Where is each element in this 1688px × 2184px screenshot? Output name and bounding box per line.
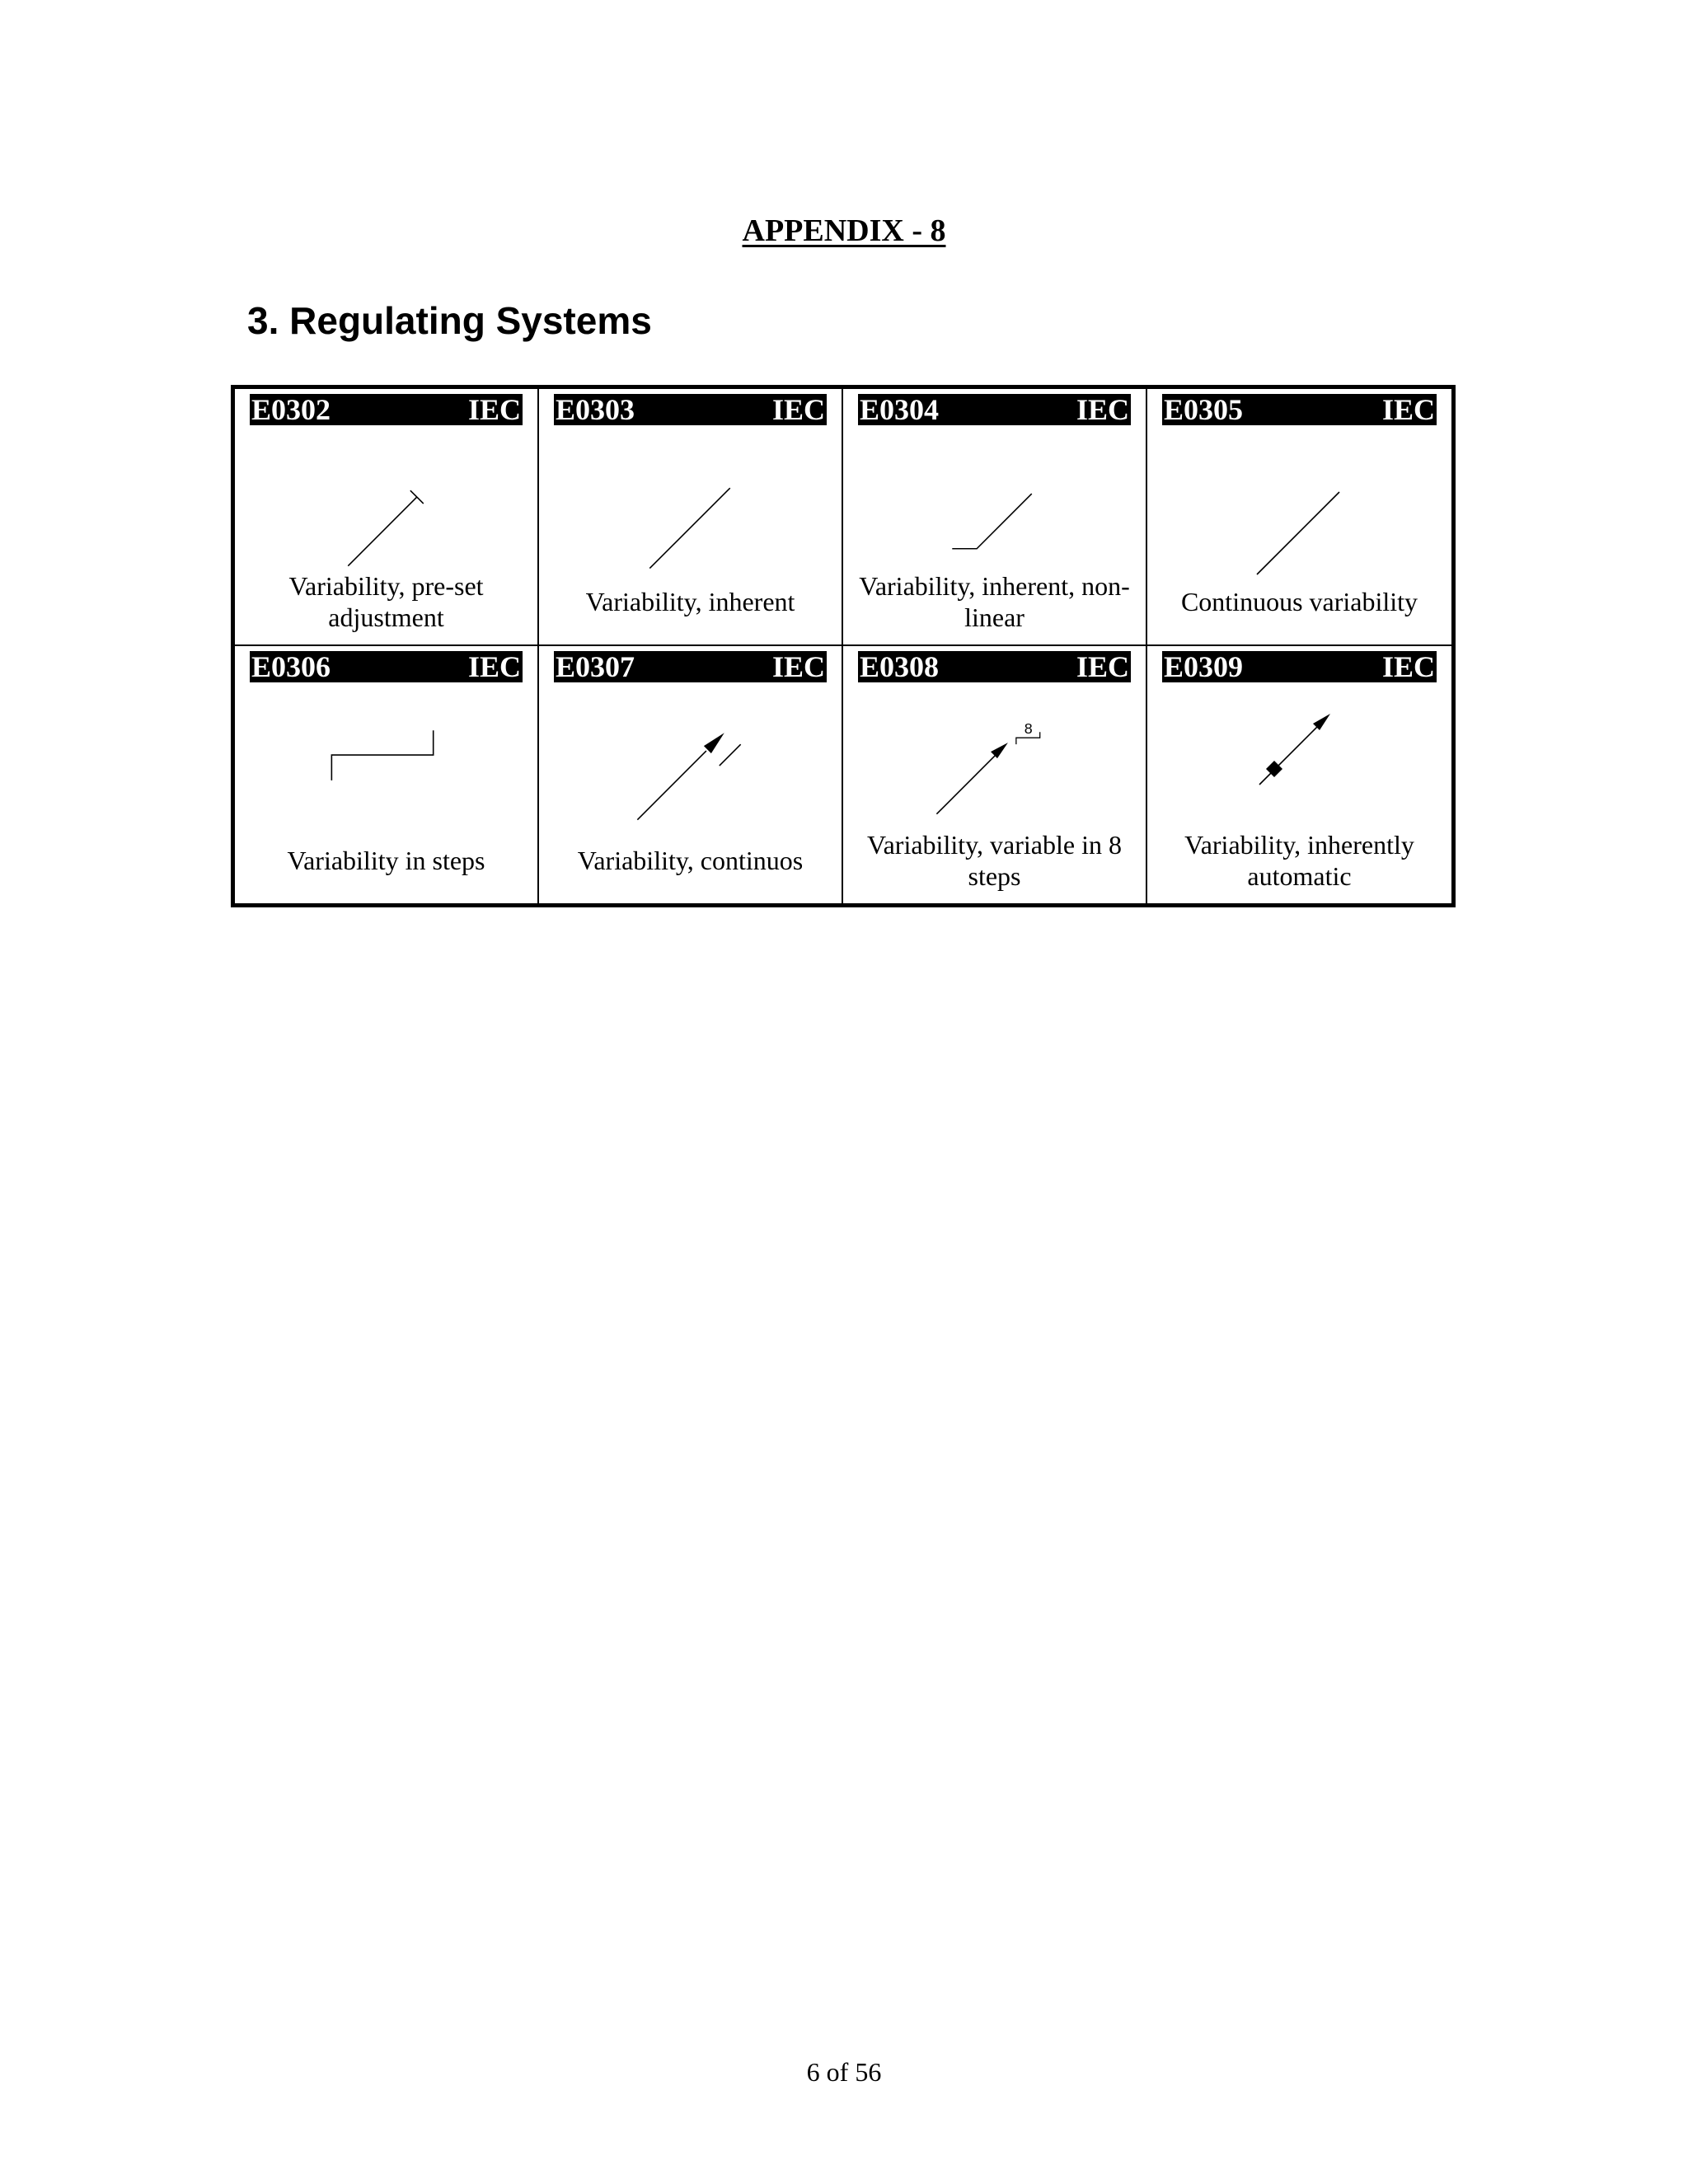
symbol-cell-e0308 xyxy=(843,646,1147,903)
symbol-cell-e0303 xyxy=(539,389,843,646)
symbol-code: E0302 xyxy=(251,393,331,426)
symbol-code: E0303 xyxy=(556,393,635,426)
symbol-cell-e0309 xyxy=(1147,646,1451,903)
symbol-standard: IEC xyxy=(1381,650,1435,683)
symbol-caption: Variability, inherently automatic xyxy=(1184,830,1414,891)
symbol-standard: IEC xyxy=(467,393,521,426)
symbol-caption: Variability, inherent, non-linear xyxy=(859,571,1130,632)
symbol-cell-e0302 xyxy=(235,389,539,646)
appendix-heading: APPENDIX - 8 xyxy=(742,213,946,248)
symbol-standard: IEC xyxy=(1381,393,1435,426)
symbol-caption: Continuous variability xyxy=(1180,587,1418,616)
symbol-code: E0305 xyxy=(1164,393,1244,426)
symbol-cell-e0307 xyxy=(539,646,843,903)
symbol-code-bar xyxy=(858,651,1131,682)
page-number: 6 of 56 xyxy=(806,2057,882,2087)
symbol-code-bar xyxy=(1162,394,1437,425)
symbol-cell-e0305 xyxy=(1147,389,1451,646)
symbol-standard: IEC xyxy=(771,650,825,683)
symbol-code-bar xyxy=(554,651,827,682)
symbol-standard: IEC xyxy=(771,393,825,426)
symbol-table xyxy=(231,385,1456,907)
symbol-caption: Variability in steps xyxy=(287,846,485,875)
symbol-cell-e0306 xyxy=(235,646,539,903)
symbol-standard: IEC xyxy=(1076,393,1129,426)
symbol-code-bar xyxy=(250,651,523,682)
symbol-caption: Variability, inherent xyxy=(585,587,795,616)
symbol-code: E0304 xyxy=(860,393,940,426)
symbol-code: E0306 xyxy=(251,650,331,683)
symbol-caption: Variability, variable in 8 steps xyxy=(867,830,1122,891)
symbol-standard: IEC xyxy=(467,650,521,683)
symbol-caption: Variability, continuos xyxy=(577,846,804,875)
symbol-cell-e0304 xyxy=(843,389,1147,646)
symbol-code-bar xyxy=(858,394,1131,425)
section-title: 3. Regulating Systems xyxy=(247,299,652,342)
symbol-code: E0309 xyxy=(1164,650,1244,683)
symbol-standard: IEC xyxy=(1076,650,1129,683)
symbol-code-bar xyxy=(1162,651,1437,682)
symbol-code: E0308 xyxy=(860,650,940,683)
symbol-code-bar xyxy=(250,394,523,425)
symbol-code-bar xyxy=(554,394,827,425)
symbol-caption: Variability, pre-set adjustment xyxy=(288,571,484,632)
symbol-code: E0307 xyxy=(556,650,635,683)
step-count-label: 8 xyxy=(1024,720,1033,738)
